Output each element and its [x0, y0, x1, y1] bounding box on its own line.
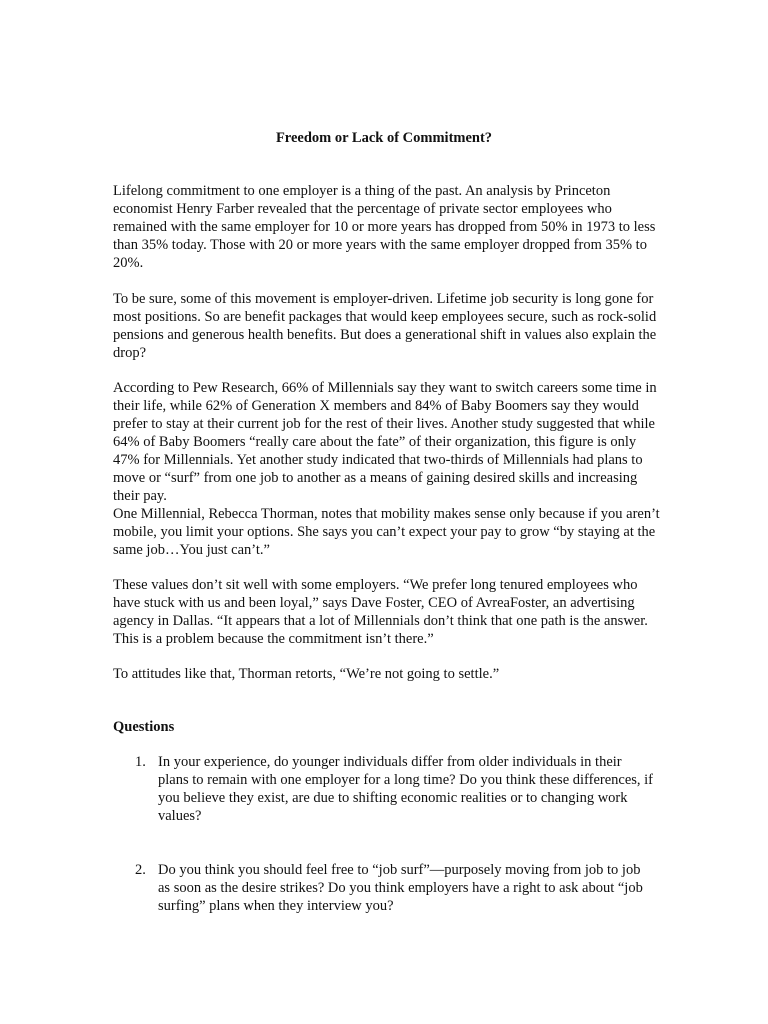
paragraph-text: These values don’t sit well with some employers. “We prefer long tenured employees who have stuck with us and been loyal,” says Dave Foster, CEO of AvreaFoster, an advertising agency in Dallas. “It appears that a lot of Millennials don’t think that one path is the answer. This is a problem because the commitment isn’t there.”	[113, 577, 648, 647]
question-number: 1.	[135, 754, 146, 770]
paragraph-employer-values	[113, 576, 661, 648]
question-text: Do you think you should feel free to “job surf”—purposely moving from job to job as soon as the desire strikes? Do you think employers have a right to ask about “job surfing” plans when they interview you?	[158, 862, 643, 914]
paragraph-text: To attitudes like that, Thorman retorts, “We’re not going to settle.”	[113, 666, 500, 682]
paragraph-text-thorman: One Millennial, Rebecca Thorman, notes that mobility makes sense only because if you aren’t mobile, you limit your options. She says you can’t expect your pay to grow “by staying at the same job…You just can’t.”	[113, 506, 660, 558]
paragraph-thorman-retort	[113, 665, 661, 683]
questions-heading: Questions	[113, 719, 175, 735]
paragraph-text: To be sure, some of this movement is employer-driven. Lifetime job security is long gone for most positions. So are benefit packages that would keep employees secure, such as rock-solid pensions and generous health benefits. But does a generational shift in values also explain the drop?	[113, 291, 657, 361]
paragraph-pew-research	[113, 379, 661, 559]
document-title: Freedom or Lack of Commitment?	[275, 130, 493, 146]
question-text: In your experience, do younger individuals differ from older individuals in their plans to remain with one employer for a long time? Do you think these differences, if you believe they exist, are due to shifting economic realities or to changing work values?	[158, 754, 654, 824]
paragraph-text: According to Pew Research, 66% of Millennials say they want to switch careers some time in their life, while 62% of Generation X members and 84% of Baby Boomers say they would prefer to stay at their current job for the rest of their lives. Another study suggested that while 64% of Baby Boomers “really care about the fate” of their organization, this figure is only 47% for Millennials. Yet another study indicated that two-thirds of Millennials had plans to move or “surf” from one job to another as a means of gaining desired skills and increasing their pay.	[113, 380, 657, 504]
question-item-2	[135, 861, 655, 915]
paragraph-employer-driven	[113, 290, 661, 362]
paragraph-text: Lifelong commitment to one employer is a thing of the past. An analysis by Princeton economist Henry Farber revealed that the percentage of private sector employees who remained with the same employer for 10 or more years has dropped from 50% in 1973 to less than 35% today. Those with 20 or more years with the same employer dropped from 35% to 20%.	[113, 183, 656, 271]
paragraph-farber-analysis	[113, 182, 661, 272]
question-item-1	[135, 753, 655, 825]
question-number: 2.	[135, 862, 146, 878]
